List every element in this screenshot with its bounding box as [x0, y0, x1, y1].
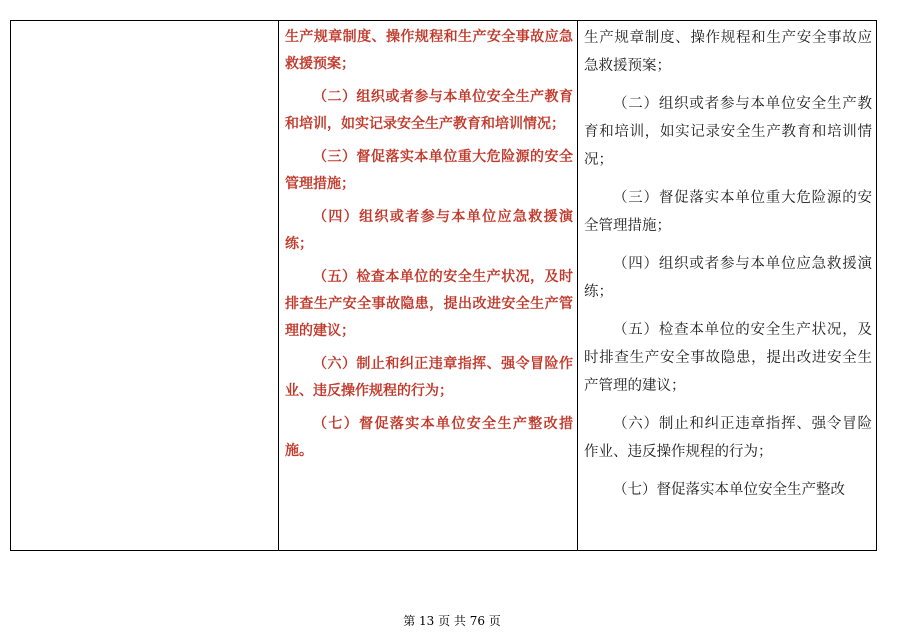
original-item-2: （二）组织或者参与本单位安全生产教育和培训，如实记录安全生产教育和培训情况；	[584, 96, 872, 168]
revised-item-3: （三）督促落实本单位重大危险源的安全管理措施；	[285, 149, 573, 192]
revised-item-6: （六）制止和纠正违章指挥、强令冒险作业、违反操作规程的行为；	[285, 356, 573, 399]
original-item-5: （五）检查本单位的安全生产状况，及时排查生产安全事故隐患，提出改进安全生产管理的建议；	[584, 322, 872, 394]
original-item-3: （三）督促落实本单位重大危险源的安全管理措施；	[584, 190, 872, 234]
page-number-footer: 第 13 页 共 76 页	[403, 614, 501, 628]
revised-item-7: （七）督促落实本单位安全生产整改措施。	[285, 416, 573, 459]
original-text-cell	[578, 21, 876, 550]
original-item-7: （七）督促落实本单位安全生产整改	[613, 482, 845, 498]
original-item-1: 生产规章制度、操作规程和生产安全事故应急救援预案；	[584, 30, 872, 74]
comparison-table	[10, 20, 877, 551]
revised-item-5: （五）检查本单位的安全生产状况，及时排查生产安全事故隐患，提出改进安全生产管理的建议；	[285, 269, 573, 339]
revised-item-2: （二）组织或者参与本单位安全生产教育和培训，如实记录安全生产教育和培训情况；	[285, 89, 573, 132]
original-item-6: （六）制止和纠正违章指挥、强令冒险作业、违反操作规程的行为；	[584, 416, 872, 460]
revised-text-cell	[279, 21, 578, 550]
left-cell	[11, 21, 279, 550]
revised-item-1: 生产规章制度、操作规程和生产安全事故应急救援预案；	[285, 29, 573, 72]
original-item-4: （四）组织或者参与本单位应急救援演练；	[584, 256, 872, 300]
revised-item-4: （四）组织或者参与本单位应急救援演练；	[285, 209, 573, 252]
